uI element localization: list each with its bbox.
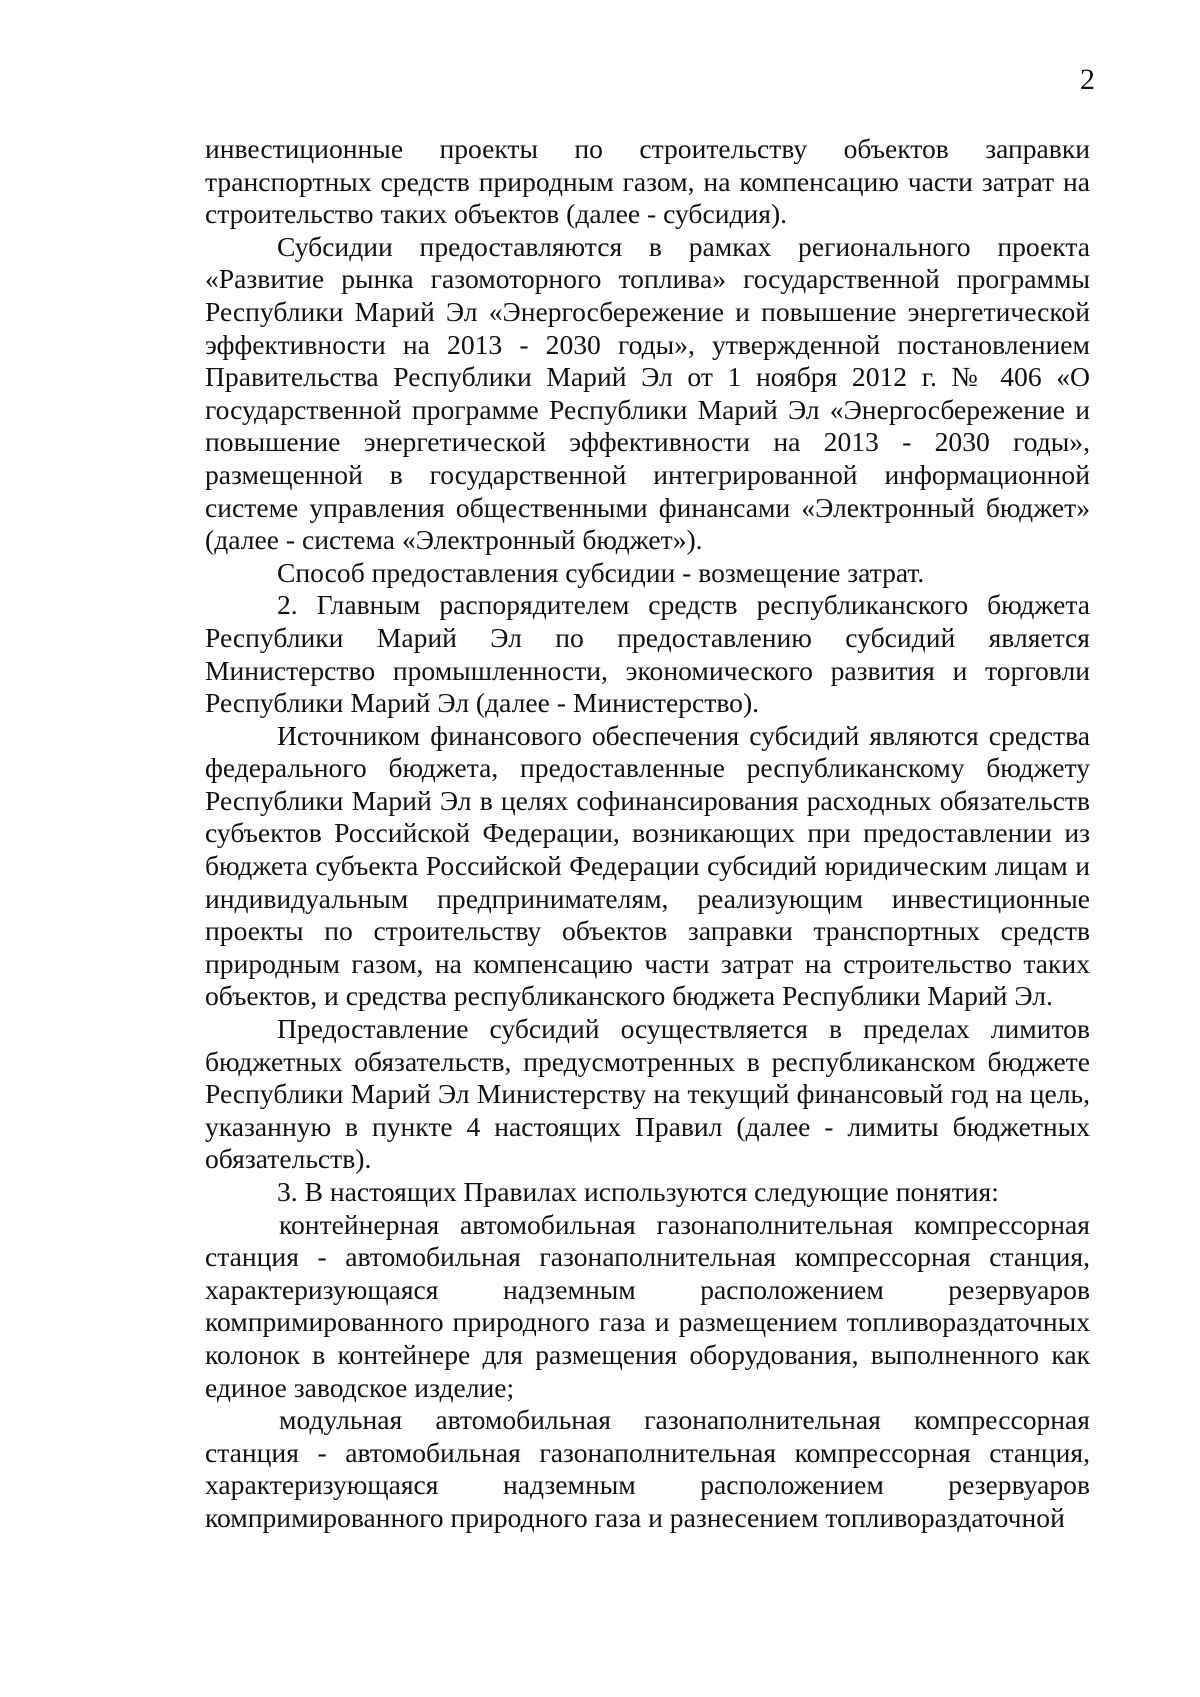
definition-modular-station: модульная автомобильная газонаполнительная компрессорная станция - автомобильная газонаполнительная компрессорная станция, характеризующаяся надземным расположением резервуаров компримированного природного газа и разнесением топливораздаточной xyxy=(205,1404,1090,1533)
definition-container-station: контейнерная автомобильная газонаполнительная компрессорная станция - автомобильная газонаполнительная компрессорная станция, характеризующаяся надземным расположением резервуаров компримированного природного газа и размещением топливораздаточных колонок в контейнере для размещения оборудования, выполненного как единое заводское изделие; xyxy=(205,1208,1090,1403)
paragraph-3-definitions-heading: 3. В настоящих Правилах используются следующие понятия: xyxy=(277,1176,999,1207)
paragraph-subsidy-method: Способ предоставления субсидии - возмещение затрат. xyxy=(277,556,925,588)
document-body xyxy=(205,133,1090,1535)
paragraph-subsidy-framework: Субсидии предоставляются в рамках регионального проекта «Развитие рынка газомоторного топлива» государственной программы Республики Марий Эл «Энергосбережение и повышение энергетической эффективности на 2013 - 2030 годы», утвержденной постановлением Правительства Республики Марий Эл от 1 ноября 2012 г. № 406 «О государственной программе Республики Марий Эл «Энергосбережение и повышение энергетической эффективности на 2013 - 2030 годы», размещенной в государственной интегрированной информационной системе управления общественными финансами «Электронный бюджет» (далее - система «Электронный бюджет»). xyxy=(205,230,1090,556)
paragraph-2-main-administrator: 2. Главным распорядителем средств республиканского бюджета Республики Марий Эл по предоставлению субсидий является Министерство промышленности, экономического развития и торговли Республики Марий Эл (далее - Министерство). xyxy=(205,589,1090,719)
paragraph-1-continuation: инвестиционные проекты по строительству объектов заправки транспортных средств природным газом, на компенсацию части затрат на строительство таких объектов (далее - субсидия). xyxy=(205,133,1090,230)
paragraph-budget-limits: Предоставление субсидий осуществляется в пределах лимитов бюджетных обязательств, предусмотренных в республиканском бюджете Республики Марий Эл Министерству на текущий финансовый год на цель, указанную в пункте 4 настоящих Правил (далее - лимиты бюджетных обязательств). xyxy=(205,1013,1090,1175)
page-number: 2 xyxy=(1080,63,1095,96)
paragraph-funding-source: Источником финансового обеспечения субсидий являются средства федерального бюджета, предоставленные республиканскому бюджету Республики Марий Эл в целях софинансирования расходных обязательств субъектов Российской Федерации, возникающих при предоставлении из бюджета субъекта Российской Федерации субсидий юридическим лицам и индивидуальным предпринимателям, реализующим инвестиционные проекты по строительству объектов заправки транспортных средств природным газом, на компенсацию части затрат на строительство таких объектов, и средства республиканского бюджета Республики Марий Эл. xyxy=(205,719,1090,1012)
